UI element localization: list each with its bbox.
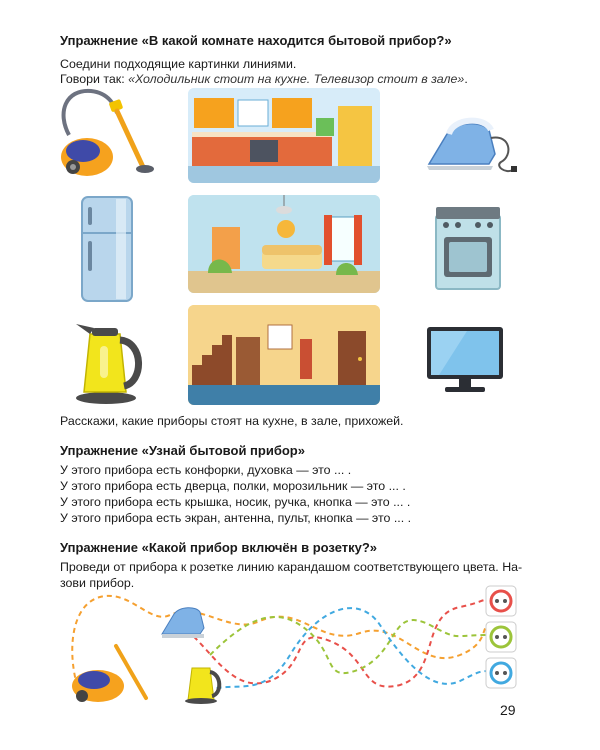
green-maze-path xyxy=(210,617,492,673)
blue-socket-icon[interactable] xyxy=(485,657,517,689)
electric-kettle-icon[interactable] xyxy=(182,660,222,705)
riddle-line: У этого прибора есть экран, антенна, пульт, кнопка — это ... . xyxy=(60,511,412,525)
refrigerator-icon[interactable] xyxy=(80,195,135,305)
vacuum-cleaner-icon[interactable] xyxy=(68,640,158,705)
exercise3-instruction-cont: зови прибор. xyxy=(60,576,135,590)
stove-oven-icon[interactable] xyxy=(434,205,502,290)
tv-monitor-icon[interactable] xyxy=(425,325,505,397)
riddle-line: У этого прибора есть конфорки, духовка — это ... . xyxy=(60,463,352,477)
exercise1-follow-up: Расскажи, какие приборы стоят на кухне, в зале, прихожей. xyxy=(60,414,404,428)
hallway-room-image[interactable] xyxy=(188,305,380,405)
living-room-image[interactable] xyxy=(188,195,380,293)
vacuum-cleaner-icon[interactable] xyxy=(55,85,155,180)
iron-icon[interactable] xyxy=(160,600,220,642)
riddle-line: У этого прибора есть крышка, носик, ручка, кнопка — это ... . xyxy=(60,495,411,509)
exercise1-example-line: Говори так: «Холодильник стоит на кухне. Телевизор стоит в зале». xyxy=(60,72,468,86)
kitchen-room-image[interactable] xyxy=(188,88,380,183)
red-socket-icon[interactable] xyxy=(485,585,517,617)
exercise3-instruction: Проведи от прибора к розетке линию карандашом соответствующего цвета. На- xyxy=(60,560,523,574)
page-number: 29 xyxy=(500,702,516,718)
red-maze-path xyxy=(180,599,492,687)
exercise1-instruction: Соедини подходящие картинки линиями. xyxy=(60,57,297,71)
riddle-line: У этого прибора есть дверца, полки, морозильник — это ... . xyxy=(60,479,406,493)
iron-icon[interactable] xyxy=(425,108,520,180)
electric-kettle-icon[interactable] xyxy=(72,320,147,405)
green-socket-icon[interactable] xyxy=(485,621,517,653)
exercise1-title: Упражнение «В какой комнате находится бытовой прибор?» xyxy=(60,33,452,48)
exercise3-title: Упражнение «Какой прибор включён в розетку?» xyxy=(60,540,378,555)
exercise2-title: Упражнение «Узнай бытовой прибор» xyxy=(60,443,305,458)
